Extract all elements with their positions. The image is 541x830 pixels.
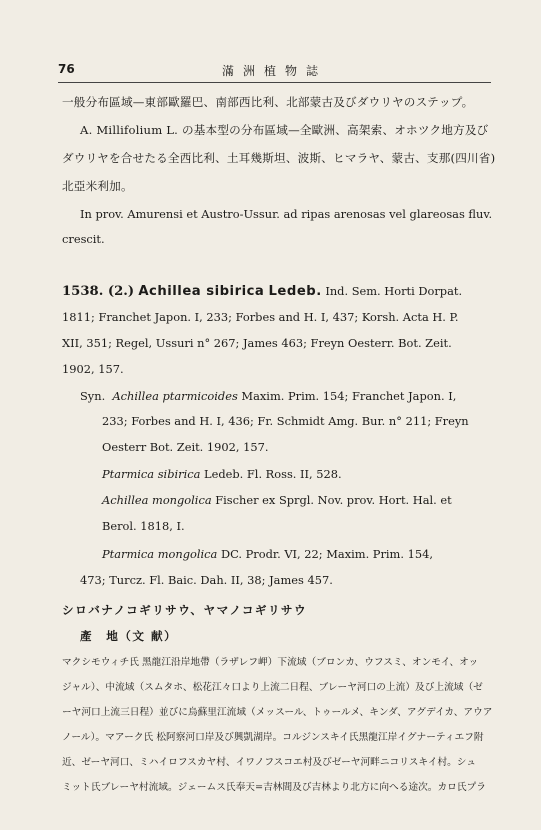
locality-line-6: ミット氏ブレーヤ村流域。ジェームス氏奉天=吉林間及び吉林より北方に向へる途次。カロ氏プラ: [62, 782, 486, 793]
entry-author: Ledeb.: [268, 284, 322, 299]
entry-ref-line-3: 1902, 157.: [62, 362, 124, 376]
synonym-1-rest: Maxim. Prim. 154; Franchet Japon. I,: [237, 389, 457, 403]
synonym-4-line-2: 473; Turcz. Fl. Baic. Dah. II, 38; James 457.: [80, 573, 333, 587]
entry-ref-line-1: 1811; Franchet Japon. I, 233; Forbes and H. I, 437; Korsh. Acta H. P.: [62, 310, 459, 324]
intro-line-3: ダウリヤを合せたる全西比利、土耳幾斯坦、波斯、ヒマラヤ、蒙古、支那(四川省): [62, 151, 496, 165]
synonym-4-name: Ptarmica mongolica: [102, 547, 218, 561]
synonym-3-name: Achillea mongolica: [102, 493, 212, 507]
entry-ref-line-2: XII, 351; Regel, Ussuri n° 267; James 463; Freyn Oesterr. Bot. Zeit.: [62, 336, 452, 350]
locality-line-2: ジャル）、中流域（スムタホ、松花江々口より上流二日程、ブレーヤ河口の上流）及び上流域（ゼ: [62, 682, 483, 693]
intro-line-2: A. Millifolium L. の基本型の分布區域—全歐洲、高架索、オホツク地方及び: [80, 123, 489, 137]
synonym-2: [102, 466, 495, 482]
synonym-1-line-2: 233; Forbes and H. I, 436; Fr. Schmidt Amg. Bur. n° 211; Freyn: [102, 414, 469, 428]
synonym-4-rest: DC. Prodr. VI, 22; Maxim. Prim. 154,: [217, 547, 433, 561]
synonym-2-name: Ptarmica sibirica: [102, 467, 201, 481]
synonym-2-rest: Ledeb. Fl. Ross. II, 528.: [200, 467, 342, 481]
synonym-4: [102, 546, 495, 562]
locality-line-1: マクシモウィチ氏 黑龍江沿岸地帶（ラザレフ岬）下流域（ブロンカ、ウフスミ、オンモイ、オッ: [62, 657, 479, 668]
latin-note-line-2: crescit.: [62, 232, 105, 246]
locality-line-5: 近、ゼーヤ河口、ミハイロフスカヤ村、イワノフスコエ村及びゼーヤ河畔ニコリスキイ村。シュ: [62, 757, 476, 768]
entry-taxon: Achillea sibirica: [138, 284, 265, 299]
intro-line-4: 北亞米利加。: [62, 179, 133, 193]
entry-number: 1538. (2.): [62, 284, 135, 299]
synonym-1-line-3: Oesterr Bot. Zeit. 1902, 157.: [102, 440, 269, 454]
locality-line-4: ノール）。マアーク氏 松阿察河口岸及び興凱湖岸。コルジンスキイ氏黑龍江岸イグナーティエフ附: [62, 732, 484, 743]
locality-line-3: ーヤ河口上流三日程）並びに烏蘇里江流域（メッスール、トゥールメ、キンダ、アグデイカ、アウア: [62, 707, 493, 718]
intro-line-1: 一般分布區域—東部歐羅巴、南部西比利、北部蒙古及びダウリヤのステップ。: [62, 95, 474, 109]
common-names: シロバナノコギリサウ、ヤマノコギリサウ: [62, 603, 308, 617]
entry-heading: [62, 283, 495, 300]
entry-ref-rest: Ind. Sem. Horti Dorpat.: [321, 284, 463, 298]
synonym-1-name: Achillea ptarmicoides: [112, 389, 238, 403]
synonym-label: Syn.: [80, 389, 106, 403]
running-title: 滿洲植物誌: [221, 64, 327, 78]
locality-heading: 產 地（文 献）: [80, 629, 178, 643]
running-header: [58, 62, 491, 82]
page-number: 76: [58, 62, 75, 76]
synonym-3-rest: Fischer ex Sprgl. Nov. prov. Hort. Hal. et: [211, 493, 452, 507]
header-rule: [58, 82, 491, 83]
synonym-1: [80, 388, 495, 404]
synonym-3-line-2: Berol. 1818, I.: [102, 519, 185, 533]
latin-note-line-1: In prov. Amurensi et Austro-Ussur. ad ripas arenosas vel glareosas fluv.: [80, 207, 493, 221]
synonym-3: [102, 492, 495, 508]
